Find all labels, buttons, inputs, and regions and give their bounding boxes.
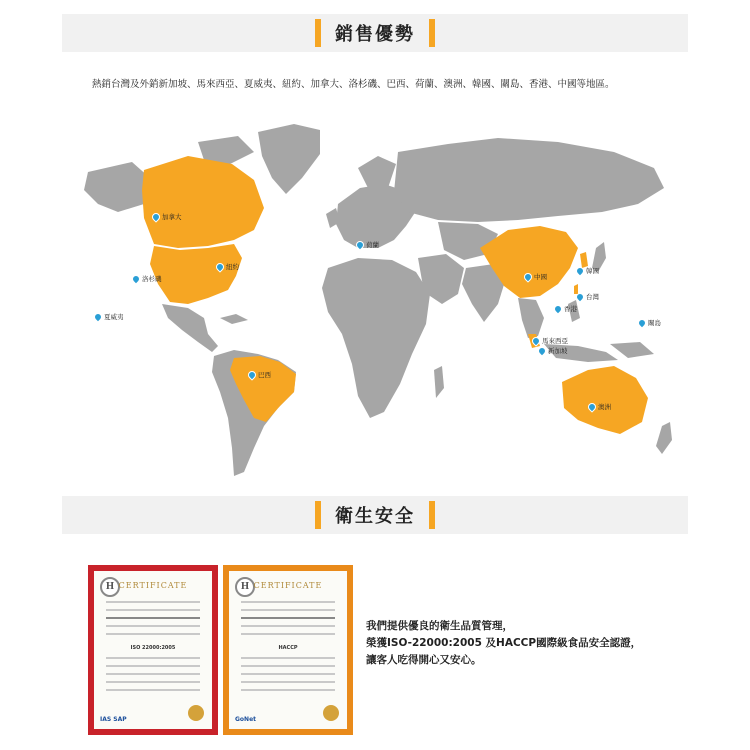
map-greenland (258, 124, 320, 194)
haccp-certificate (223, 565, 353, 735)
cert-text-line (106, 657, 200, 659)
map-pin-icon (150, 211, 161, 222)
pin-australia (588, 402, 611, 411)
map-pin-icon (130, 273, 141, 284)
pin-label: 韓國 (586, 267, 599, 275)
map-pin-icon (574, 291, 585, 302)
safety-title-wrap (315, 496, 435, 534)
safety-title: 衛生安全 (335, 506, 415, 527)
certificate-seal-icon (323, 705, 339, 721)
world-map (58, 108, 698, 486)
sales-title-wrap (315, 14, 435, 52)
pin-brazil (248, 370, 271, 379)
iso-certificate (88, 565, 218, 735)
safety-text-line: 我們提供優良的衛生品質管理， (366, 620, 513, 632)
cert-text-line (106, 689, 200, 691)
pin-label: 巴西 (258, 371, 271, 379)
map-pin-icon (636, 317, 647, 328)
cert-text-line (241, 657, 335, 659)
map-pin-icon (522, 271, 533, 282)
pin-new-york (216, 262, 239, 271)
cert-text-line (241, 689, 335, 691)
cert-text-line (106, 665, 200, 667)
map-canada (142, 156, 264, 248)
cert-text-line (106, 601, 200, 603)
pin-label: 香港 (564, 305, 577, 313)
pin-label: 荷蘭 (366, 241, 379, 249)
cert-text-line (106, 625, 200, 627)
cert-text-line (241, 665, 335, 667)
cert-text-line (106, 609, 200, 611)
map-pin-icon (214, 261, 225, 272)
map-pin-icon (246, 369, 257, 380)
pin-korea (576, 266, 599, 275)
pin-los-angeles (132, 274, 162, 283)
pin-label: 中國 (534, 273, 547, 281)
pin-netherlands (356, 240, 379, 249)
pin-label: 馬來西亞 (542, 337, 568, 345)
cert-text-line (241, 681, 335, 683)
map-caribbean (220, 314, 248, 324)
pin-hawaii (94, 312, 124, 321)
cert-text-line (241, 617, 335, 619)
sales-section-header (62, 14, 688, 52)
pin-label: 夏威夷 (104, 313, 124, 321)
safety-text-line: 讓客人吃得開心又安心。 (366, 654, 482, 666)
world-map-svg (58, 108, 698, 486)
cert-text-line (241, 625, 335, 627)
cert-text-line (106, 617, 200, 619)
map-australia (562, 366, 648, 434)
certificate-standard: HACCP (278, 645, 298, 651)
map-pin-icon (574, 265, 585, 276)
pin-label: 加拿大 (162, 213, 182, 221)
pin-hong-kong (554, 304, 577, 313)
safety-section-header (62, 496, 688, 534)
pin-label: 新加坡 (548, 347, 568, 355)
cert-text-line (241, 609, 335, 611)
map-pin-icon (536, 345, 547, 356)
map-alaska (84, 162, 150, 212)
map-new-guinea (610, 342, 654, 358)
certificate-seal-icon: H (235, 577, 255, 597)
map-mexico (162, 304, 218, 352)
sales-intro-text: 熱銷台灣及外銷新加坡、馬來西亞、夏威夷、紐約、加拿大、洛杉磯、巴西、荷蘭、澳洲、韓國、關島、香港、中國等地區。 (92, 79, 615, 90)
certificate-seal-icon: H (100, 577, 120, 597)
map-pin-icon (552, 303, 563, 314)
certificate-paper (94, 571, 212, 729)
pin-label: 洛杉磯 (142, 275, 162, 283)
pin-singapore (538, 346, 568, 355)
certificate-header: CERTIFICATE (253, 581, 323, 590)
accreditation-logo: GoNet (235, 716, 257, 723)
pin-guam (638, 318, 661, 327)
pin-label: 澳洲 (598, 403, 611, 411)
map-usa (150, 244, 242, 304)
map-southeast-asia (518, 298, 544, 338)
cert-text-line (106, 681, 200, 683)
map-africa (322, 258, 430, 418)
safety-text-line: 榮獲ISO-22000:2005 及HACCP國際級食品安全認證， (366, 637, 642, 649)
pin-label: 台灣 (586, 293, 599, 301)
title-accent-right (429, 19, 435, 47)
title-accent-right (429, 501, 435, 529)
accreditation-logo: IAS SAP (100, 716, 127, 723)
certificate-paper (229, 571, 347, 729)
map-madagascar (434, 366, 444, 398)
certificate-header: CERTIFICATE (118, 581, 188, 590)
cert-text-line (241, 633, 335, 635)
sales-title: 銷售優勢 (335, 24, 415, 45)
pin-label: 關島 (648, 319, 661, 327)
pin-malaysia (532, 336, 568, 345)
map-new-zealand (656, 422, 672, 454)
certificate-seal-icon (188, 705, 204, 721)
map-pin-icon (530, 335, 541, 346)
cert-text-line (106, 633, 200, 635)
pin-china (524, 272, 547, 281)
pin-label: 紐約 (226, 263, 239, 271)
cert-text-line (241, 673, 335, 675)
map-pin-icon (92, 311, 103, 322)
map-pin-icon (354, 239, 365, 250)
map-pin-icon (586, 401, 597, 412)
pin-taiwan (576, 292, 599, 301)
cert-text-line (241, 601, 335, 603)
cert-text-line (106, 673, 200, 675)
pin-canada (152, 212, 182, 221)
certificate-standard: ISO 22000:2005 (130, 645, 176, 651)
safety-description (366, 618, 641, 669)
map-russia (394, 138, 664, 222)
